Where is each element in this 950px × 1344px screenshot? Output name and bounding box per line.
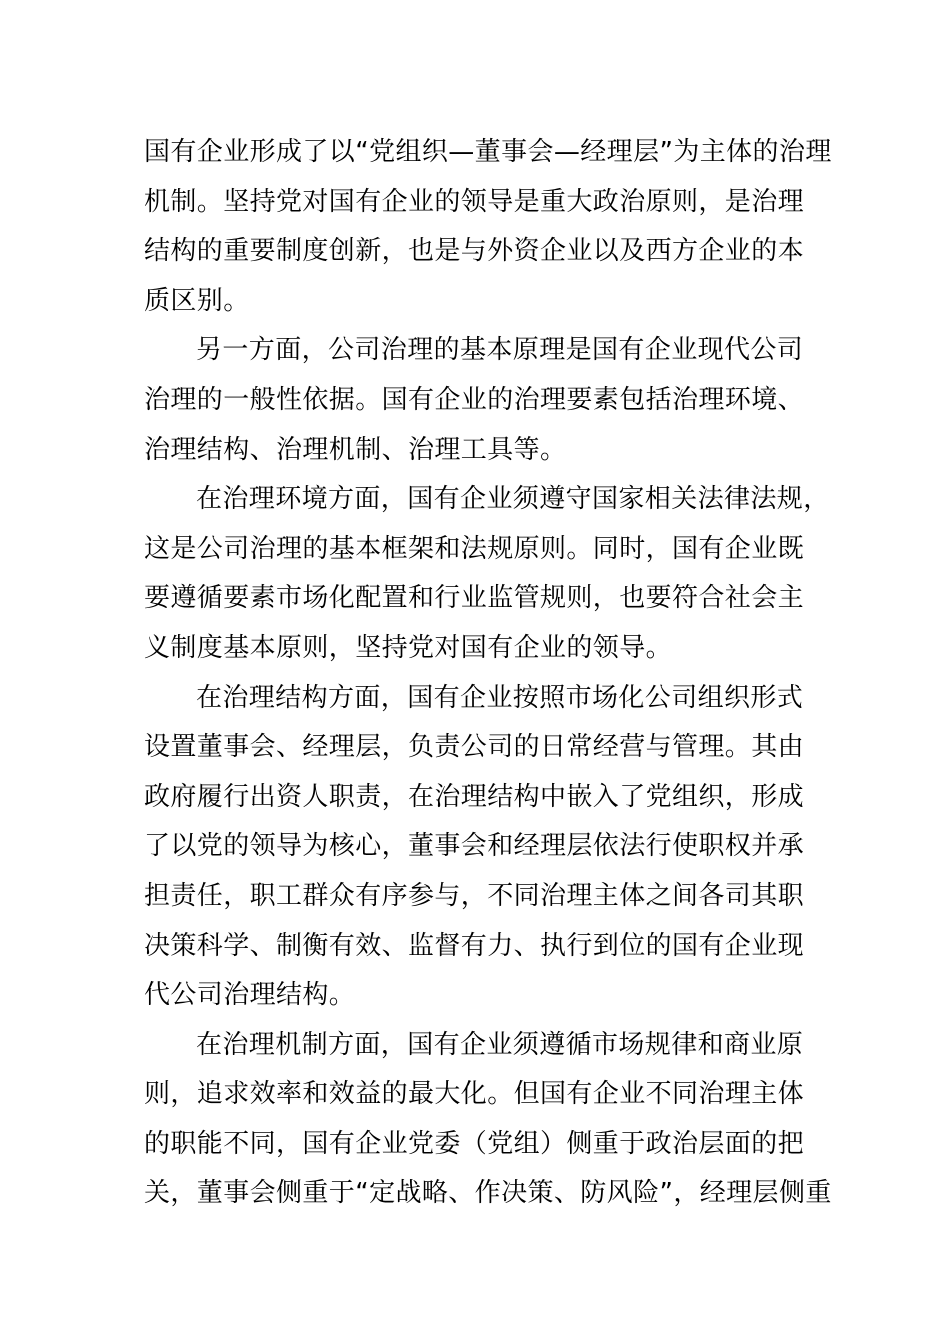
text-line: 代公司治理结构。 — [144, 980, 356, 1011]
paragraph-start-line: 在治理机制方面，国有企业须遵循市场规律和商业原 — [196, 1029, 804, 1060]
text-line: 关，董事会侧重于“定战略、作决策、防风险”，经理层侧重 — [144, 1178, 832, 1209]
text-line: 决策科学、制衡有效、监督有力、执行到位的国有企业现 — [144, 930, 805, 961]
text-line: 义制度基本原则，坚持党对国有企业的领导。 — [144, 632, 673, 663]
paragraph-start-line: 在治理结构方面，国有企业按照市场化公司组织形式 — [196, 682, 804, 713]
text-line: 这是公司治理的基本框架和法规原则。同时，国有企业既 — [144, 533, 805, 564]
text-line: 则，追求效率和效益的最大化。但国有企业不同治理主体 — [144, 1079, 805, 1110]
text-line: 国有企业形成了以“党组织—董事会—经理层”为主体的治理 — [144, 137, 832, 167]
text-line: 担责任，职工群众有序参与，不同治理主体之间各司其职 — [144, 880, 805, 911]
text-line: 质区别。 — [144, 285, 250, 316]
text-line: 结构的重要制度创新，也是与外资企业以及西方企业的本 — [144, 236, 805, 267]
paragraph-start-line: 另一方面，公司治理的基本原理是国有企业现代公司 — [196, 335, 804, 366]
text-line: 治理的一般性依据。国有企业的治理要素包括治理环境、 — [144, 384, 805, 415]
paragraph-start-line: 在治理环境方面，国有企业须遵守国家相关法律法规， — [196, 484, 830, 515]
text-line: 政府履行出资人职责，在治理结构中嵌入了党组织，形成 — [144, 781, 805, 812]
document-body — [144, 128, 834, 1219]
text-line: 了以党的领导为核心，董事会和经理层依法行使职权并承 — [144, 831, 805, 862]
text-line: 机制。坚持党对国有企业的领导是重大政治原则，是治理 — [144, 186, 805, 217]
text-line: 要遵循要素市场化配置和行业监管规则，也要符合社会主 — [144, 583, 805, 614]
text-line: 的职能不同，国有企业党委（党组）侧重于政治层面的把 — [144, 1128, 805, 1159]
text-line: 治理结构、治理机制、治理工具等。 — [144, 434, 567, 465]
text-line: 设置董事会、经理层，负责公司的日常经营与管理。其由 — [144, 732, 805, 763]
